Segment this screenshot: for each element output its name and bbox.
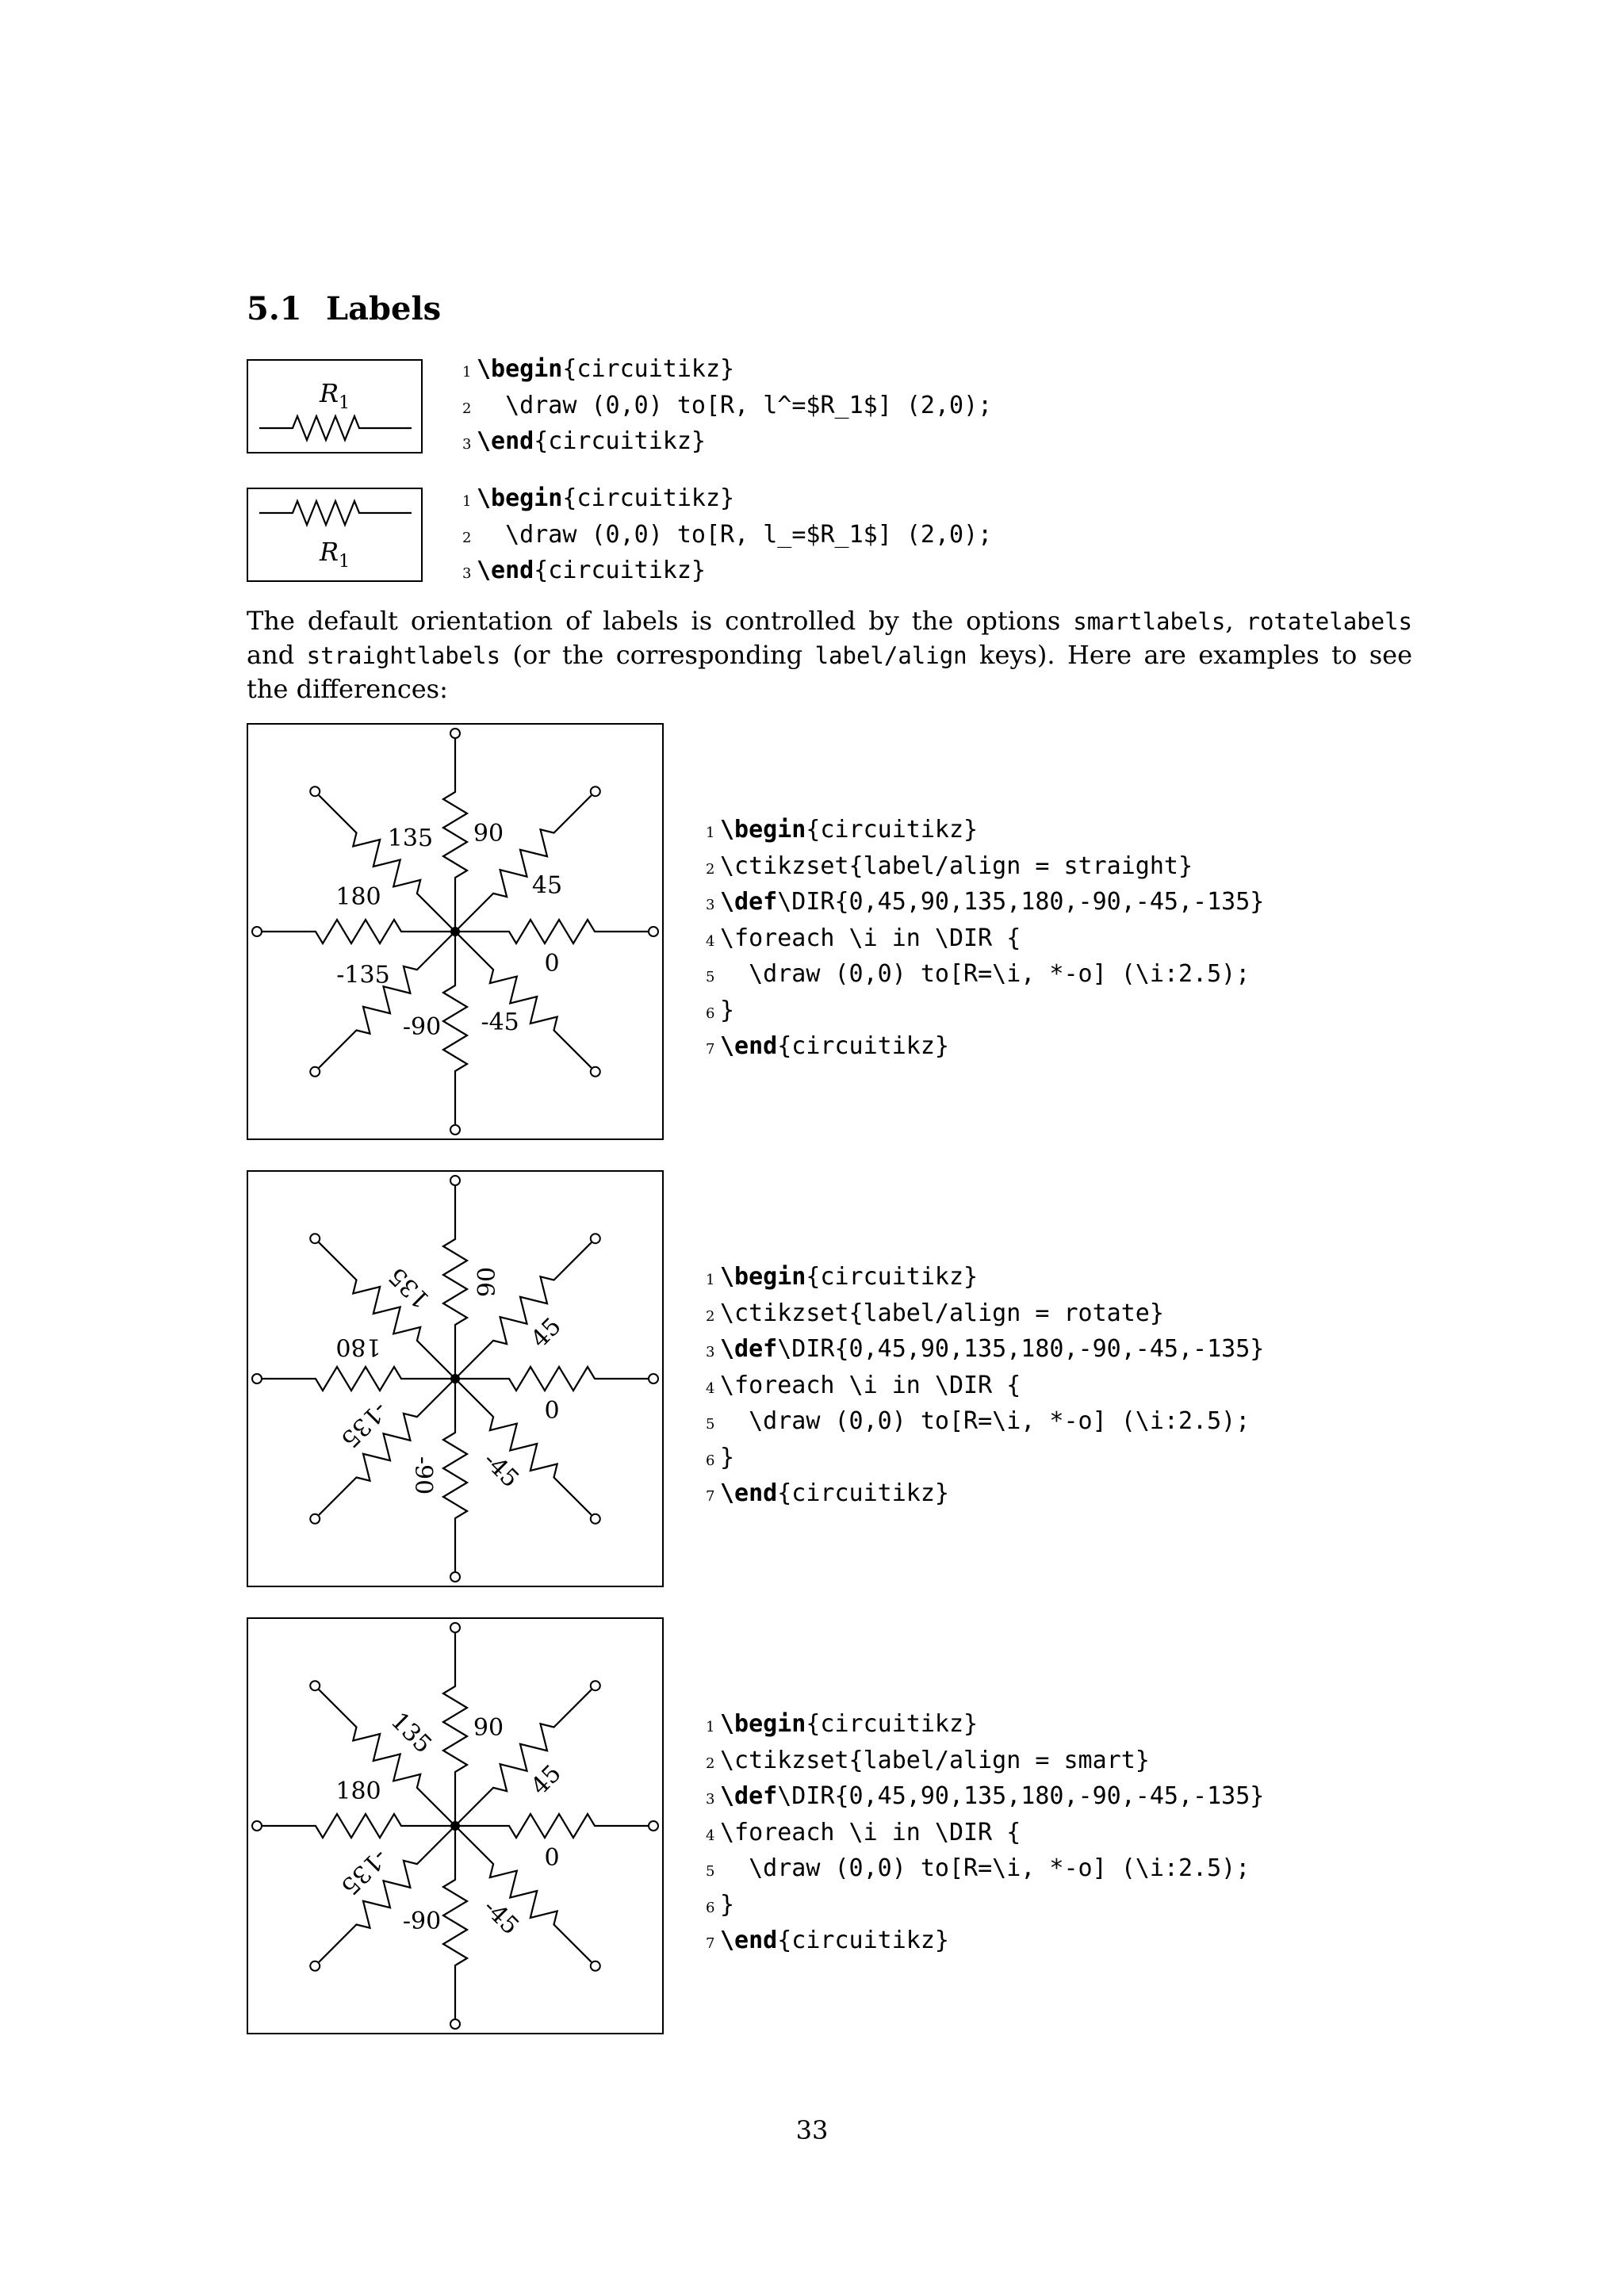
resistor-branch: [443, 739, 467, 932]
terminal-node: [252, 927, 262, 936]
terminal-node: [591, 1067, 600, 1077]
code-text: {circuitikz}: [534, 557, 706, 584]
code-text: \foreach \i in \DIR {: [720, 1371, 1021, 1399]
code-text: {circuitikz}: [777, 1479, 949, 1507]
code-text: \DIR{0,45,90,135,180,-90,-45,-135}: [777, 888, 1265, 916]
resistor-label: $R_1$: [320, 378, 350, 413]
resistor-label: 45: [526, 1759, 567, 1801]
code-line: [706, 886, 1264, 922]
code-text: {circuitikz}: [806, 816, 979, 844]
code-text: {circuitikz}: [534, 427, 706, 455]
code-text: {circuitikz}: [777, 1927, 949, 1954]
resistor-branch: [319, 932, 455, 1068]
code-line: [706, 1333, 1264, 1369]
code-text: \draw (0,0) to[R=\i, *-o] (\i:2.5);: [720, 1854, 1251, 1882]
code-line: [462, 554, 992, 591]
resistor-label: 180: [335, 1333, 381, 1360]
terminal-node: [450, 1572, 460, 1582]
line-number: 7: [706, 1041, 715, 1058]
terminal-node: [649, 1374, 658, 1383]
code-text: \ctikzset{label/align = smart}: [720, 1746, 1150, 1774]
line-number: 6: [706, 1899, 715, 1916]
line-number: 4: [706, 1827, 715, 1844]
code-text: \ctikzset{label/align = straight}: [720, 851, 1193, 880]
resistor-label: 135: [387, 825, 434, 852]
code-line: [706, 1924, 1264, 1961]
resistor-branch: [443, 1379, 467, 1571]
terminal-node: [591, 1681, 600, 1690]
code-line: [706, 1816, 1264, 1853]
line-number: 6: [706, 1004, 715, 1022]
code-line: [706, 813, 1264, 850]
code-line: [706, 1297, 1264, 1334]
code-line: [462, 425, 992, 461]
code-keyword: \begin: [720, 1710, 806, 1738]
code-keyword: \end: [720, 1479, 778, 1507]
line-number: 1: [462, 364, 472, 381]
code-text: {circuitikz}: [806, 1263, 979, 1291]
terminal-node: [591, 1514, 600, 1524]
resistor-branch: [455, 1689, 592, 1826]
line-number: 3: [706, 1791, 715, 1808]
code-keyword: \begin: [720, 1263, 806, 1291]
code-text: }: [720, 1443, 735, 1471]
code-keyword: \def: [720, 888, 778, 916]
line-number: 3: [706, 1344, 715, 1360]
code-line: [706, 958, 1264, 994]
resistor-branch: [455, 1242, 592, 1379]
section-title: Labels: [326, 290, 442, 327]
terminal-node: [591, 1961, 600, 1971]
code-block-label-above: [462, 353, 992, 461]
line-number: 6: [706, 1452, 715, 1469]
line-number: 2: [706, 1755, 715, 1772]
resistor-branch: [455, 1814, 648, 1838]
code-text: \DIR{0,45,90,135,180,-90,-45,-135}: [777, 1782, 1265, 1810]
star-figure-straight: [247, 723, 664, 1140]
resistor-branch: [455, 932, 592, 1068]
code-line: [706, 994, 1264, 1031]
code-text: }: [720, 996, 735, 1024]
resistor-label: 45: [526, 1312, 567, 1354]
code-keyword: \def: [720, 1782, 778, 1810]
code-text: {circuitikz}: [777, 1032, 949, 1060]
resistor-label: -90: [402, 1908, 442, 1935]
terminal-node: [450, 1176, 460, 1185]
resistor-label: -135: [335, 1395, 393, 1453]
code-keyword: \begin: [720, 816, 806, 844]
resistor-label: 90: [473, 1714, 504, 1742]
line-number: 2: [706, 1307, 715, 1325]
resistor-branch: [443, 1633, 467, 1826]
code-text: \draw (0,0) to[R, l_=$R_1$] (2,0);: [477, 520, 993, 549]
resistor-label: 0: [544, 1397, 560, 1425]
resistor-label: 180: [335, 1777, 381, 1805]
terminal-node: [649, 1821, 658, 1831]
terminal-node: [450, 2019, 460, 2029]
code-text: \foreach \i in \DIR {: [720, 924, 1021, 952]
code-line: [462, 519, 992, 555]
code-line: [706, 1744, 1264, 1781]
code-keyword: \def: [720, 1335, 778, 1363]
code-line: [706, 1369, 1264, 1406]
resistor-label: 135: [383, 1261, 435, 1314]
resistor-label: -90: [409, 1456, 437, 1495]
code-keyword: \end: [720, 1032, 778, 1060]
resistor-branch: [443, 1826, 467, 2019]
terminal-node: [252, 1374, 262, 1383]
code-text: \DIR{0,45,90,135,180,-90,-45,-135}: [777, 1335, 1265, 1363]
code-line: [706, 1477, 1264, 1513]
resistor-branch: [455, 1379, 592, 1515]
code-line: [706, 1261, 1264, 1297]
line-number: 1: [706, 1272, 715, 1288]
resistor-branch: [319, 795, 455, 932]
resistor-label: 0: [544, 950, 560, 978]
terminal-node: [310, 1067, 320, 1077]
page-number: 33: [795, 2115, 829, 2145]
code-text: \draw (0,0) to[R=\i, *-o] (\i:2.5);: [720, 1407, 1251, 1435]
code-text: {circuitikz}: [562, 355, 735, 383]
resistor-branch: [455, 795, 592, 932]
body-paragraph: The default orientation of labels is controlled by the options smartlabels, rotatelabels and straightlabels (or the corresponding label/align keys). Here are examples to see the differences:: [247, 606, 1413, 704]
terminal-node: [310, 1514, 320, 1524]
code-keyword: \end: [477, 427, 534, 455]
code-line: [706, 1441, 1264, 1478]
code-line: [706, 850, 1264, 886]
resistor-branch: [319, 1826, 455, 1962]
terminal-node: [450, 729, 460, 738]
resistor-label: 180: [335, 883, 381, 911]
resistor-branch: [262, 920, 455, 943]
line-number: 7: [706, 1935, 715, 1952]
terminal-node: [591, 786, 600, 796]
section-heading: [247, 290, 441, 327]
terminal-node: [649, 927, 658, 936]
resistor-label: 0: [544, 1844, 560, 1872]
terminal-node: [310, 1234, 320, 1243]
code-text: {circuitikz}: [806, 1710, 979, 1738]
resistor-branch: [455, 920, 648, 943]
terminal-node: [310, 1681, 320, 1690]
resistor-branch: [455, 1826, 592, 1962]
resistor-label: $R_1$: [320, 537, 350, 572]
code-line: [706, 1030, 1264, 1066]
resistor-branch: [455, 1367, 648, 1391]
code-text: \ctikzset{label/align = rotate}: [720, 1299, 1164, 1327]
code-block-rotate: [706, 1261, 1264, 1513]
code-text: \draw (0,0) to[R=\i, *-o] (\i:2.5);: [720, 960, 1251, 988]
code-keyword: \end: [720, 1927, 778, 1954]
resistor-label: -45: [477, 1893, 525, 1941]
line-number: 1: [706, 825, 715, 841]
code-keyword: \end: [477, 557, 534, 584]
code-line: [706, 922, 1264, 959]
code-line: [706, 1708, 1264, 1744]
line-number: 4: [706, 932, 715, 950]
terminal-node: [310, 786, 320, 796]
code-line: [706, 1405, 1264, 1441]
terminal-node: [310, 1961, 320, 1971]
line-number: 5: [706, 969, 715, 985]
resistor-branch: [443, 1186, 467, 1379]
resistor-branch: [443, 932, 467, 1124]
code-text: {circuitikz}: [562, 484, 735, 512]
line-number: 4: [706, 1380, 715, 1397]
line-number: 2: [462, 400, 472, 417]
resistor-wire: [259, 501, 412, 525]
resistor-label: 90: [473, 820, 504, 848]
code-text: }: [720, 1890, 735, 1919]
line-number: 2: [462, 529, 472, 546]
star-figure-rotate: [247, 1170, 664, 1587]
code-line: [462, 389, 992, 426]
code-line: [706, 1888, 1264, 1925]
resistor-label: -45: [481, 1008, 519, 1036]
terminal-node: [450, 1125, 460, 1135]
resistor-label: -45: [477, 1446, 525, 1494]
line-number: 1: [706, 1719, 715, 1735]
line-number: 5: [706, 1416, 715, 1433]
line-number: 7: [706, 1488, 715, 1505]
code-text: \draw (0,0) to[R, l^=$R_1$] (2,0);: [477, 391, 993, 419]
resistor-label: -135: [335, 1843, 393, 1900]
resistor-label: 135: [385, 1707, 438, 1759]
code-line: [706, 1780, 1264, 1816]
line-number: 2: [706, 860, 715, 878]
line-number: 5: [706, 1863, 715, 1880]
code-text: \foreach \i in \DIR {: [720, 1818, 1021, 1846]
resistor-label: -135: [336, 961, 390, 989]
line-number: 3: [462, 565, 472, 582]
resistor-label: -90: [402, 1013, 442, 1041]
star-figure-smart: [247, 1617, 664, 2034]
line-number: 1: [462, 493, 472, 510]
code-keyword: \begin: [477, 355, 563, 383]
resistor-branch: [262, 1814, 455, 1838]
resistor-label: 45: [531, 871, 563, 900]
section-number: 5.1: [247, 290, 302, 327]
terminal-node: [252, 1821, 262, 1831]
line-number: 3: [462, 436, 472, 453]
resistor-label: 90: [473, 1266, 501, 1298]
terminal-node: [450, 1623, 460, 1632]
example-label-above-figure: [247, 359, 423, 453]
code-keyword: \begin: [477, 484, 563, 512]
code-line: [462, 482, 992, 519]
line-number: 3: [706, 897, 715, 913]
terminal-node: [591, 1234, 600, 1243]
resistor-branch: [319, 1689, 455, 1826]
example-label-below-figure: [247, 488, 423, 582]
code-block-straight: [706, 813, 1264, 1066]
resistor-wire: [259, 416, 412, 440]
code-block-label-below: [462, 482, 992, 591]
resistor-branch: [262, 1367, 455, 1391]
code-line: [462, 353, 992, 389]
code-block-smart: [706, 1708, 1264, 1961]
code-line: [706, 1852, 1264, 1888]
